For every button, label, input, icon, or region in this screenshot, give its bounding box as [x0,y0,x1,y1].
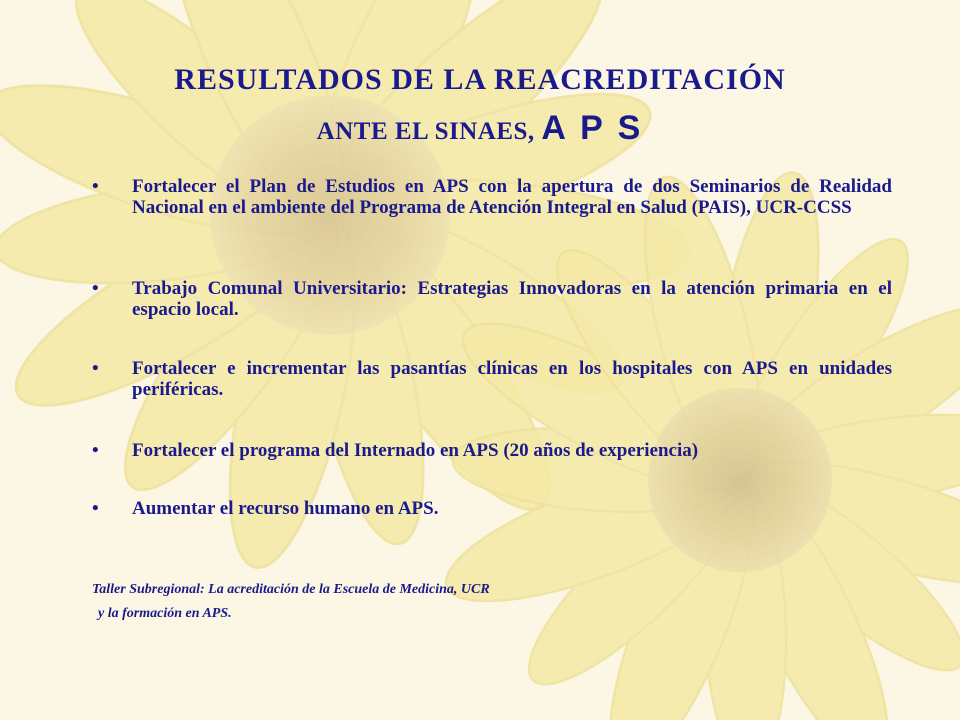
title-line-2 [60,104,900,156]
footer-line-1: Taller Subregional: La acreditación de la Escuela de Medicina, UCR [92,582,490,597]
bullet-dot: • [92,176,99,197]
bullet-dot: • [92,498,99,519]
title-line-1: RESULTADOS DE LA REACREDITACIÓN [174,63,786,96]
bullet-item [92,176,892,218]
title-line-2-prefix: ANTE EL SINAES, [316,118,542,145]
slide-title [60,56,900,156]
bullet-item [92,498,892,519]
footer-caption [92,578,792,626]
bullet-text: Fortalecer el Plan de Estudios en APS con la apertura de dos Seminarios de Realidad Nacional en el ambiente del Programa de Atención Integral en Salud (PAIS), UCR-CCSS [132,176,892,218]
bullet-dot: • [92,278,99,299]
bullet-item [92,278,892,320]
bullet-text: Fortalecer el programa del Internado en APS (20 años de experiencia) [132,440,699,461]
title-emphasis: A P S [541,109,644,147]
bullet-item [92,440,892,461]
bullet-item [92,358,892,400]
footer-line-2: y la formación en APS. [98,606,232,621]
bullet-dot: • [92,358,99,379]
bullet-text: Fortalecer e incrementar las pasantías clínicas en los hospitales con APS en unidades periféricas. [132,358,892,400]
bullet-dot: • [92,440,99,461]
bullet-text: Trabajo Comunal Universitario: Estrategias Innovadoras en la atención primaria en el espacio local. [132,278,892,320]
bullet-text: Aumentar el recurso humano en APS. [132,498,439,519]
